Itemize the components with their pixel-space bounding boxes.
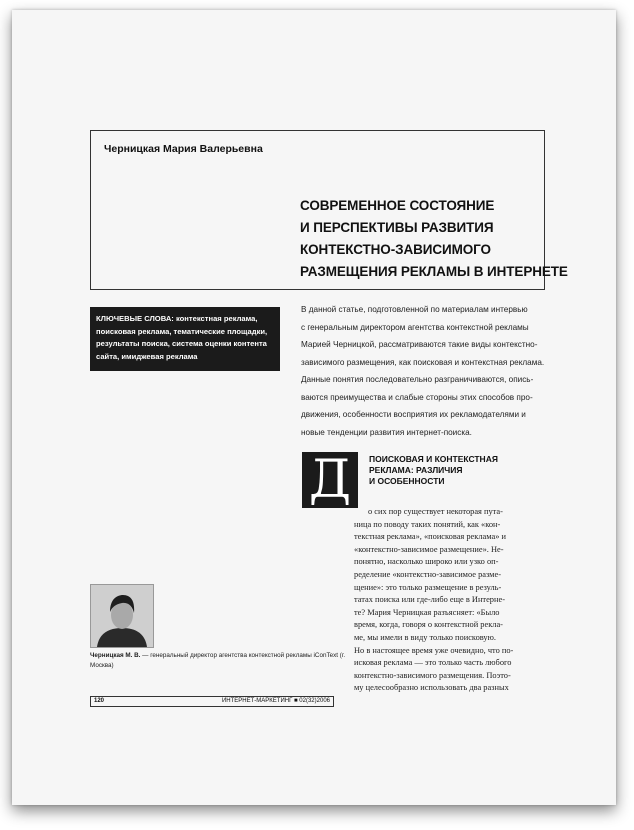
journal-page [12,10,616,805]
body-line: щение»: это только размещение в резуль- [354,582,502,592]
abstract-line: с генеральным директором агентства контекстной рекламы [301,322,529,332]
abstract-line: зависимого размещения, как поисковая и контекстная реклама. [301,357,545,367]
abstract-line: В данной статье, подготовленной по материалам интервью [301,305,528,314]
abstract-line: Данные понятия последовательно разграничиваются, опись- [301,375,534,384]
body-line: Но в настоящее время уже очевидно, что по- [354,645,514,655]
caption-text: — генеральный директор агентства контекстной рекламы iConText (г. Москва) [90,652,346,669]
article-title [300,195,568,283]
title-line: СОВРЕМЕННОЕ СОСТОЯНИЕ [300,198,495,213]
body-line: время, когда, говоря о контекстной рекла- [354,620,503,630]
abstract-line: ваются преимущества и слабые стороны этих способов про- [301,392,533,402]
drop-cap: Д [302,452,358,508]
body-line: татах поиска или где-либо еще в Интерне- [354,595,505,605]
caption-name: Черницкая М. В. [90,652,141,659]
body-line: текстная реклама», «поисковая реклама» и [354,532,506,542]
author-name: Черницкая Мария Валерьевна [104,143,263,155]
body-line: контекстно-зависимого размещения. Поэто- [354,670,511,680]
keywords-label: КЛЮЧЕВЫЕ СЛОВА: [96,314,174,323]
page-number: 120 [94,698,105,704]
title-line: КОНТЕКСТНО-ЗАВИСИМОГО [300,242,491,257]
author-portrait-image [91,585,153,647]
body-line: ница по поводу таких понятий, как «кон- [354,519,501,529]
body-line: ределение «контекстно-зависимое разме- [354,569,501,579]
abstract-line: движения, особенности восприятия их рекламодателями и [301,410,526,419]
body-line: му целесообразно использовать два разных [354,683,509,693]
section-heading-line: И ОСОБЕННОСТИ [369,476,445,486]
title-line: И ПЕРСПЕКТИВЫ РАЗВИТИЯ [300,220,494,235]
section-heading-line: ПОИСКОВАЯ И КОНТЕКСТНАЯ [369,454,498,464]
body-line: исковая реклама — это только часть любого [354,658,512,668]
title-line: РАЗМЕЩЕНИЯ РЕКЛАМЫ В ИНТЕРНЕТЕ [300,264,568,279]
keywords-box [90,307,280,371]
journal-issue: ИНТЕРНЕТ-МАРКЕТИНГ ■ 02(32)2006 [221,698,330,704]
abstract-line: Марией Черницкой, рассматриваются такие виды контекстно- [301,340,538,349]
photo-caption [90,651,360,671]
article-abstract [301,301,544,441]
section-heading [369,454,544,487]
section-heading-line: РЕКЛАМА: РАЗЛИЧИЯ [369,465,463,475]
author-photo [90,584,154,648]
body-line: о сих пор существует некоторая пута- [368,507,503,516]
article-header-box [90,130,568,290]
article-body [354,506,544,695]
keywords-text: контекстная реклама, поисковая реклама, тематические площадки, результаты поиска, система оценки контента сайта, имиджевая реклама [96,314,268,361]
abstract-line: новые тенденции развития интернет-поиска. [301,427,472,437]
body-line: «контекстно-зависимое размещение». Не- [354,544,504,554]
page-footer [90,696,334,707]
body-line: те? Мария Черницкая разъясняет: «Было [354,607,500,617]
body-line: понятно, насколько широко или узко оп- [354,557,499,567]
body-line: ме, мы имели в виду только поисковую. [354,632,496,642]
